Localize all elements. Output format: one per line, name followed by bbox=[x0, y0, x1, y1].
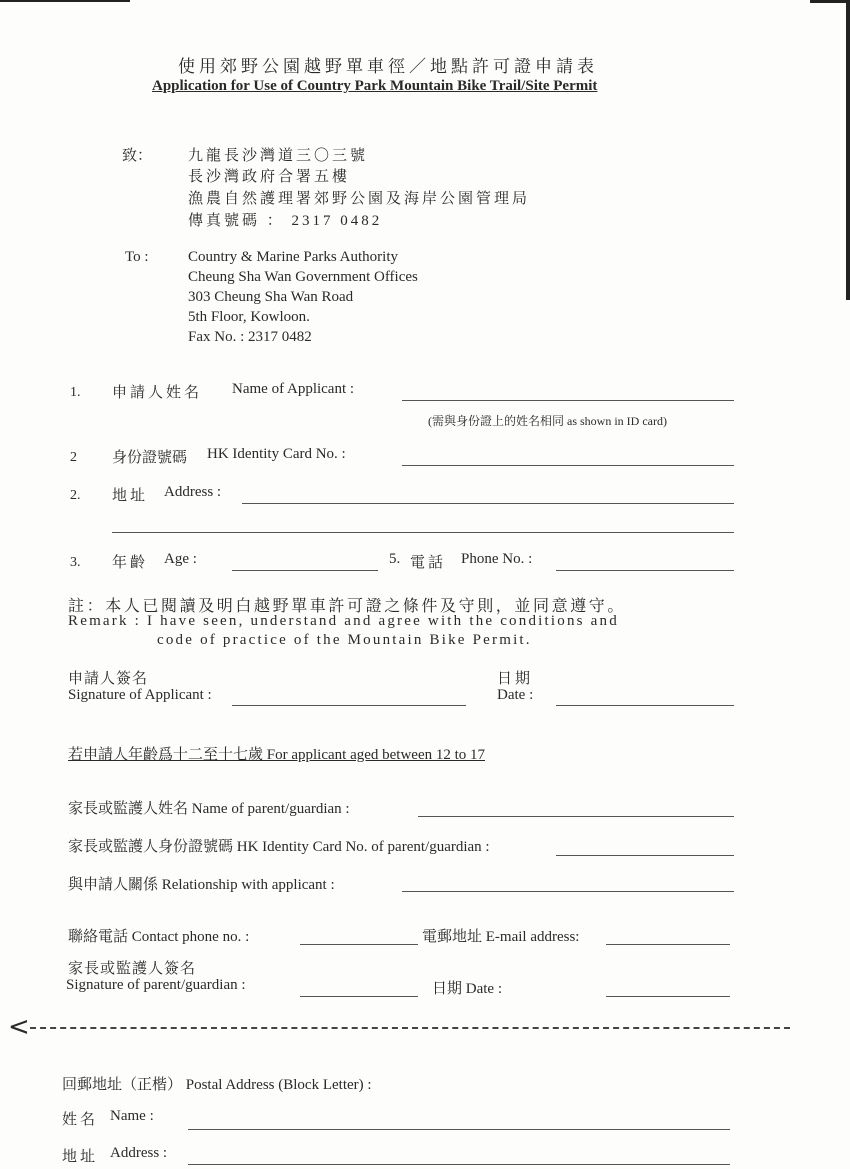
relationship-label: 與申請人關係 Relationship with applicant : bbox=[68, 877, 335, 893]
remark-cn: 註：本人已閱讀及明白越野單車許可證之條件及守則，並同意遵守。 bbox=[68, 598, 627, 615]
parent-signature-input-line[interactable] bbox=[300, 996, 418, 997]
address-input-line-1[interactable] bbox=[242, 503, 734, 504]
hkid-label-en: HK Identity Card No. : bbox=[207, 446, 346, 462]
relationship-input-line[interactable] bbox=[402, 891, 734, 892]
scan-edge-top bbox=[0, 0, 130, 2]
field-number-age: 3. bbox=[70, 555, 81, 570]
field-number-phone: 5. bbox=[389, 551, 401, 567]
to-label-english: To : bbox=[125, 249, 149, 265]
age-label-en: Age : bbox=[164, 551, 197, 567]
return-address-label-en: Address : bbox=[110, 1145, 168, 1161]
scissors-arrow-icon: < bbox=[8, 1012, 30, 1042]
parent-name-input-line[interactable] bbox=[418, 816, 734, 817]
parent-name-label: 家長或監護人姓名 Name of parent/guardian : bbox=[68, 801, 350, 817]
to-address-en-line-4: 5th Floor, Kowloon. bbox=[188, 309, 310, 325]
scan-edge-top-right bbox=[810, 0, 850, 3]
address-input-line-2[interactable] bbox=[112, 532, 734, 533]
name-label-en: Name of Applicant : bbox=[232, 381, 355, 397]
field-number-address: 2. bbox=[70, 488, 81, 503]
signature-input-line[interactable] bbox=[232, 705, 466, 706]
address-label-en: Address : bbox=[164, 484, 222, 500]
parent-date-label: 日期 Date : bbox=[432, 981, 502, 997]
field-number-name: 1. bbox=[70, 385, 81, 400]
return-address-input-line[interactable] bbox=[188, 1164, 730, 1165]
form-title-chinese: 使用郊野公園越野單車徑／地點許可證申請表 bbox=[178, 57, 598, 76]
to-address-en-line-2: Cheung Sha Wan Government Offices bbox=[188, 269, 418, 285]
cut-line bbox=[30, 1027, 790, 1029]
parent-date-input-line[interactable] bbox=[606, 996, 730, 997]
to-address-cn-line-3: 漁農自然護理署郊野公園及海岸公園管理局 bbox=[188, 191, 531, 207]
date-label-en: Date : bbox=[497, 687, 534, 703]
return-address-label-cn: 地址 bbox=[62, 1149, 99, 1165]
field-number-hkid: 2 bbox=[70, 450, 77, 465]
form-title-english: Application for Use of Country Park Mountain Bike Trail/Site Permit bbox=[152, 78, 598, 94]
to-address-en-line-3: 303 Cheung Sha Wan Road bbox=[188, 289, 354, 305]
phone-label-en: Phone No. : bbox=[461, 551, 533, 567]
contact-phone-input-line[interactable] bbox=[300, 944, 418, 945]
email-label: 電郵地址 E-mail address: bbox=[422, 929, 580, 945]
age-label-cn: 年齡 bbox=[112, 555, 149, 571]
to-fax-cn: 傳真號碼 ： 2317 0482 bbox=[188, 213, 383, 229]
date-input-line[interactable] bbox=[556, 705, 734, 706]
name-input-line[interactable] bbox=[402, 400, 734, 401]
name-note: (需與身份證上的姓名相同 as shown in ID card) bbox=[428, 414, 667, 428]
signature-label-cn: 申請人簽名 bbox=[68, 671, 149, 687]
scan-edge-right bbox=[846, 0, 850, 300]
return-address-heading: 回郵地址（正楷） Postal Address (Block Letter) : bbox=[62, 1077, 372, 1093]
return-name-label-en: Name : bbox=[110, 1108, 154, 1124]
signature-label-en: Signature of Applicant : bbox=[68, 687, 212, 703]
parent-id-input-line[interactable] bbox=[556, 855, 734, 856]
phone-input-line[interactable] bbox=[556, 570, 734, 571]
to-address-cn-line-2: 長沙灣政府合署五樓 bbox=[188, 169, 351, 185]
age-input-line[interactable] bbox=[232, 570, 378, 571]
parent-signature-label-cn: 家長或監護人簽名 bbox=[68, 961, 197, 977]
return-name-input-line[interactable] bbox=[188, 1129, 730, 1130]
remark-en-line-2: code of practice of the Mountain Bike Permit. bbox=[157, 632, 532, 648]
parent-signature-label-en: Signature of parent/guardian : bbox=[66, 977, 246, 993]
to-address-en-line-1: Country & Marine Parks Authority bbox=[188, 249, 398, 265]
to-address-cn-line-1: 九龍長沙灣道三〇三號 bbox=[188, 148, 369, 164]
date-label-cn: 日期 bbox=[497, 671, 534, 687]
address-label-cn: 地址 bbox=[112, 488, 149, 504]
phone-label-cn: 電話 bbox=[410, 555, 447, 571]
minor-section-heading: 若申請人年齡爲十二至十七歲 For applicant aged between 12 to 17 bbox=[68, 747, 486, 763]
parent-id-label: 家長或監護人身份證號碼 HK Identity Card No. of parent/guardian : bbox=[68, 839, 490, 855]
contact-phone-label: 聯絡電話 Contact phone no. : bbox=[68, 929, 250, 945]
to-fax-en: Fax No. : 2317 0482 bbox=[188, 329, 312, 345]
return-name-label-cn: 姓名 bbox=[62, 1112, 99, 1128]
name-label-cn: 申請人姓名 bbox=[112, 385, 203, 401]
to-label-chinese: 致： bbox=[122, 148, 153, 164]
hkid-input-line[interactable] bbox=[402, 465, 734, 466]
hkid-label-cn: 身份證號碼 bbox=[112, 450, 188, 466]
remark-en-line-1: Remark : I have seen, understand and agree with the conditions and bbox=[68, 613, 619, 629]
email-input-line[interactable] bbox=[606, 944, 730, 945]
